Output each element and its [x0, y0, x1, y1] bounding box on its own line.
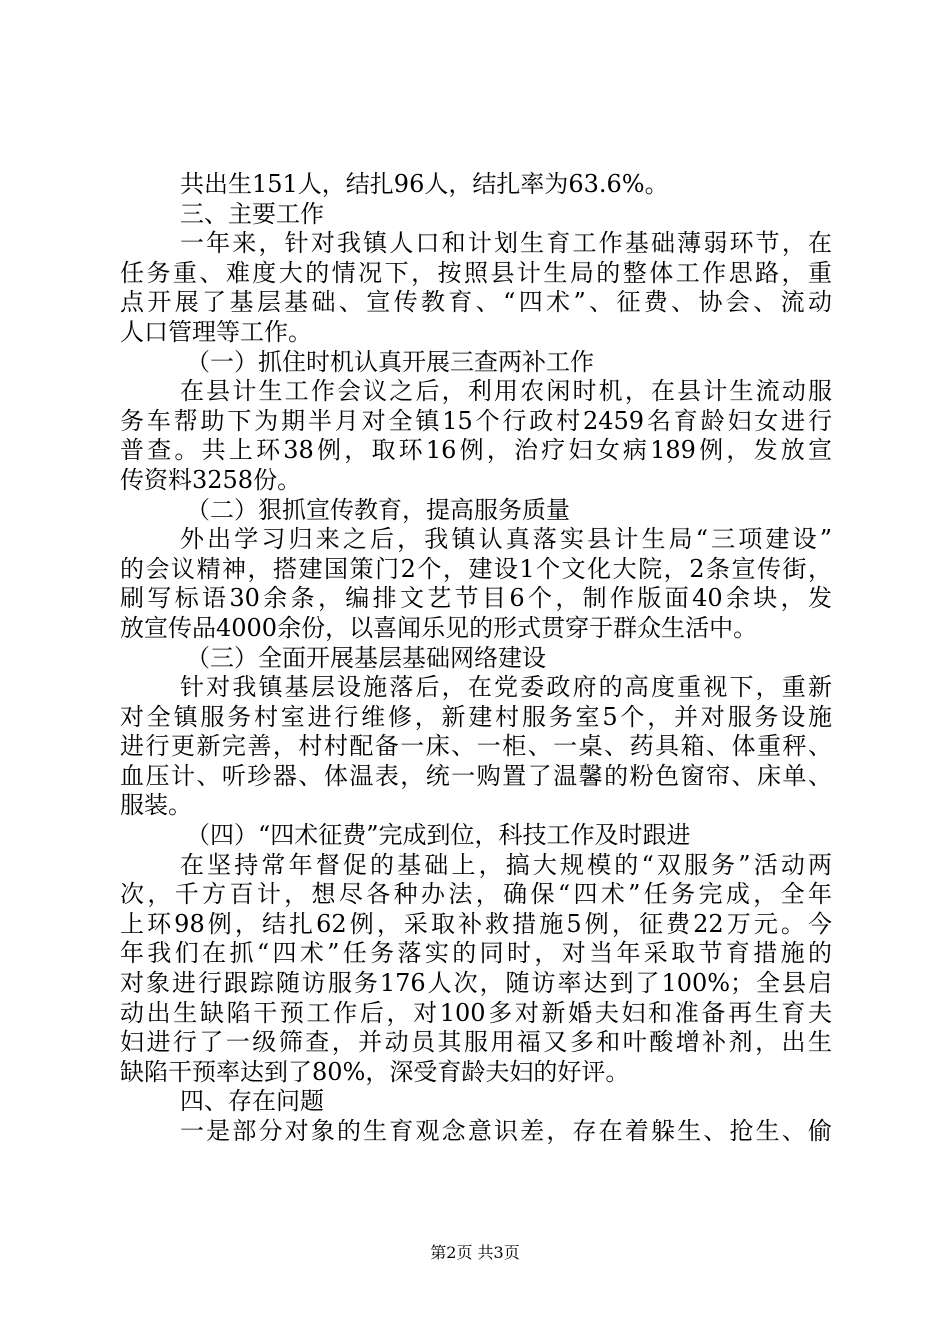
- text-line: 对象进行跟踪随访服务176人次，随访率达到了100%；全县启: [120, 969, 832, 998]
- page-footer: 第2页 共3页: [430, 1243, 520, 1262]
- text-line: 上环98例，结扎62例，采取补救措施5例，征费22万元。今: [120, 909, 832, 938]
- text-line: 妇进行了一级筛查，并动员其服用福又多和叶酸增补剂，出生: [120, 1028, 832, 1057]
- text-line: 年我们在抓“四术”任务落实的同时，对当年采取节育措施的: [120, 939, 832, 968]
- text-line: 人口管理等工作。: [120, 317, 312, 346]
- text-line: 缺陷干预率达到了80%，深受育龄夫妇的好评。: [120, 1057, 630, 1086]
- text-line: 一年来，针对我镇人口和计划生育工作基础薄弱环节，在: [180, 229, 832, 258]
- text-line: 在县计生工作会议之后，利用农闲时机，在县计生流动服: [180, 377, 832, 406]
- text-line: 普查。共上环38例，取环16例，治疗妇女病189例，发放宣: [120, 436, 832, 465]
- text-line: 务车帮助下为期半月对全镇15个行政村2459名育龄妇女进行: [120, 406, 832, 435]
- text-line: 刷写标语30余条，编排文艺节目6个，制作版面40余块，发: [120, 584, 832, 613]
- text-line: 点开展了基层基础、宣传教育、“四术”、征费、协会、流动: [120, 288, 832, 317]
- section-heading: 三、主要工作: [180, 199, 324, 228]
- subsection-heading: （二）狠抓宣传教育，提高服务质量: [186, 495, 570, 524]
- subsection-heading: （四）“四术征费”完成到位，科技工作及时跟进: [186, 821, 691, 850]
- document-body: [120, 170, 832, 1147]
- text-line: 动出生缺陷干预工作后，对100多对新婚夫妇和准备再生育夫: [120, 998, 832, 1027]
- text-line: 一是部分对象的生育观念意识差，存在着躲生、抢生、偷: [180, 1117, 832, 1145]
- subsection-heading: （三）全面开展基层基础网络建设: [186, 643, 546, 672]
- text-line: 血压计、听珍器、体温表，统一购置了温馨的粉色窗帘、床单、: [120, 761, 832, 790]
- text-line: 在坚持常年督促的基础上，搞大规模的“双服务”活动两: [180, 850, 832, 879]
- text-line: 进行更新完善，村村配备一床、一柜、一桌、药具箱、体重秤、: [120, 732, 832, 761]
- text-line: 传资料3258份。: [120, 465, 302, 494]
- text-line: 次，千方百计，想尽各种办法，确保“四术”任务完成，全年: [120, 880, 832, 909]
- text-line: 共出生151人，结扎96人，结扎率为63.6%。: [180, 170, 669, 198]
- text-line: 放宣传品4000余份，以喜闻乐见的形式贯穿于群众生活中。: [120, 613, 758, 642]
- text-line: 外出学习归来之后，我镇认真落实县计生局“三项建设”: [180, 525, 832, 554]
- text-line: 任务重、难度大的情况下，按照县计生局的整体工作思路，重: [120, 258, 832, 287]
- text-line: 服装。: [120, 791, 192, 820]
- subsection-heading: （一）抓住时机认真开展三查两补工作: [186, 347, 594, 376]
- section-heading: 四、存在问题: [180, 1087, 324, 1116]
- text-line: 针对我镇基层设施落后，在党委政府的高度重视下，重新: [180, 673, 832, 702]
- text-line: 对全镇服务村室进行维修，新建村服务室5个，并对服务设施: [120, 702, 832, 731]
- text-line: 的会议精神，搭建国策门2个，建设1个文化大院，2条宣传街，: [120, 554, 832, 583]
